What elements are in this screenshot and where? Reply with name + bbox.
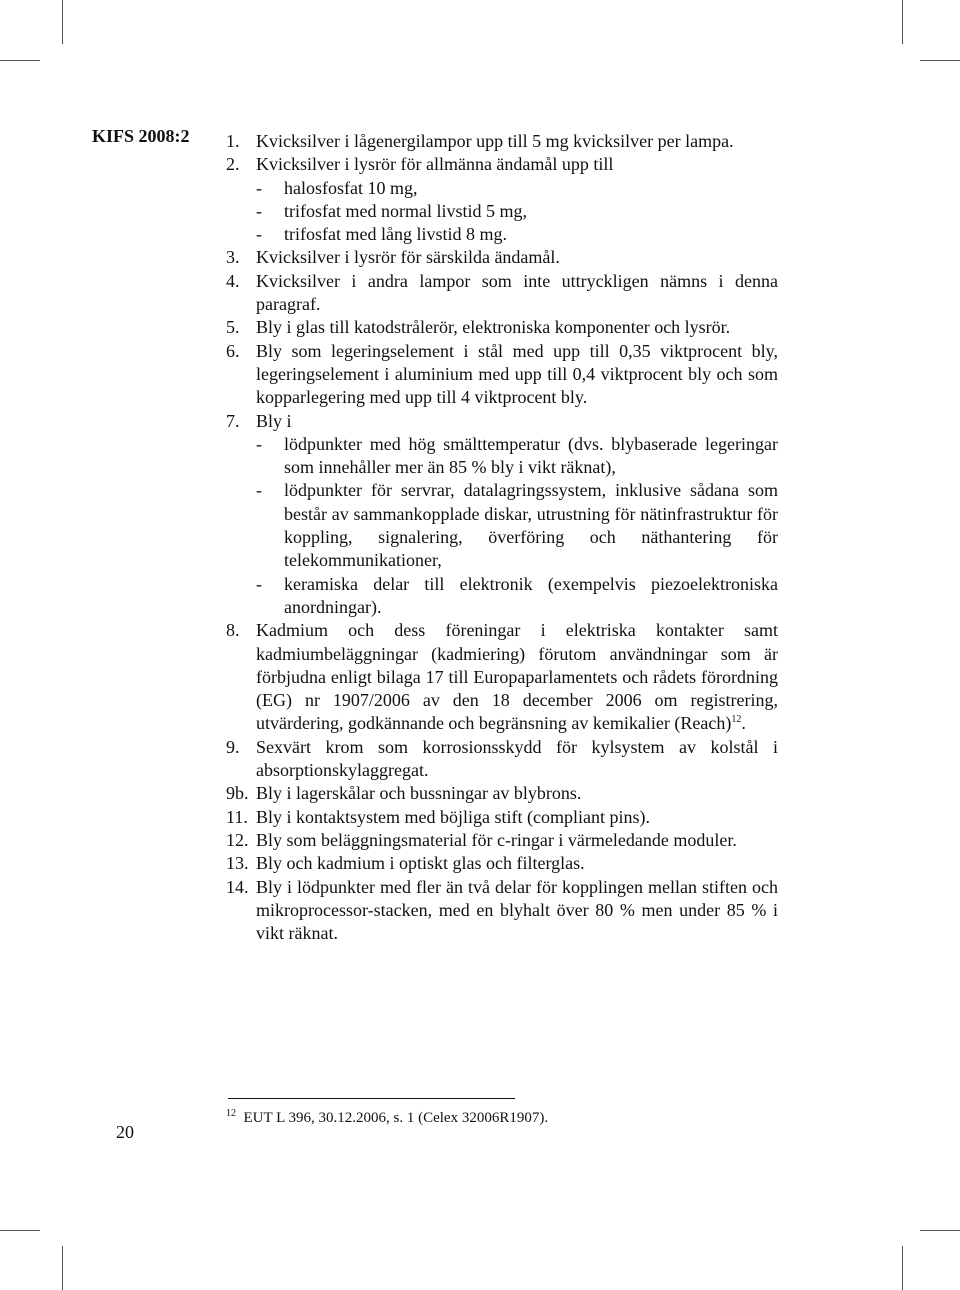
item-list [226, 130, 778, 945]
list-item: 9b. Bly i lagerskålar och bussningar av blybrons. [226, 783, 582, 804]
crop-mark [62, 0, 63, 44]
crop-mark [62, 1246, 63, 1290]
sub-item: - keramiska delar till elektronik (exempelvis piezoelektroniska anordningar). [256, 573, 778, 617]
sub-item: - lödpunkter för servrar, datalagringssystem, inklusive sådana som består av sammankopplade diskar, utrustning för nätinfrastruktur för koppling, signalering, överföring och näthantering för telekommunikationer, [256, 480, 778, 571]
list-item: 13. Bly och kadmium i optiskt glas och filterglas. [226, 853, 585, 874]
page-number: 20 [116, 1122, 134, 1142]
sub-item: - trifosfat med lång livstid 8 mg. [256, 224, 507, 245]
list-item: 5. Bly i glas till katodstrålerör, elektroniska komponenter och lysrör. [226, 317, 731, 338]
list-item: 7. Bly i - lödpunkter med hög smälttemperatur (dvs. blybaserade legeringar som innehåller mer än 85 % bly i vikt räknat), - lödpunkter för servrar, datalagringssystem, inklusive sådana som består av sammankopplade diskar, utrustning för nätinfrastruktur för koppling, signalering, överföring och näthantering för telekommunikationer, - keramiska delar till elektronik (exempelvis piezoelektroniska anordningar). [226, 410, 778, 620]
list-item: 4. Kvicksilver i andra lampor som inte uttryckligen nämns i denna paragraf. [226, 270, 778, 315]
sub-item: - lödpunkter med hög smälttemperatur (dvs. blybaserade legeringar som innehåller mer än 85 % bly i vikt räknat), [256, 433, 778, 478]
sub-item: - halosfosfat 10 mg, [256, 177, 418, 198]
sub-item: - trifosfat med normal livstid 5 mg, [256, 200, 527, 221]
list-item: 12. Bly som beläggningsmaterial för c-ringar i värmeledande moduler. [226, 829, 737, 850]
footnote: $^{12}$ EUT L 396, 30.12.2006, s. 1 (Celex 32006R1907). [226, 1108, 549, 1126]
list-item: 14. Bly i lödpunkter med fler än två delar för kopplingen mellan stiften och mikroprocessor-stacken, med en blyhalt över 80 % men under 85 % i vikt räknat. [226, 876, 778, 944]
document-code: KIFS 2008:2 [92, 126, 190, 146]
crop-mark [920, 60, 960, 61]
list-item: 6. Bly som legeringselement i stål med upp till 0,35 viktprocent bly, legeringselement i aluminium med upp till 0,4 viktprocent bly och som kopparlegering med upp till 4 viktprocent bly. [226, 340, 778, 408]
crop-mark [0, 1230, 40, 1231]
list-item: 8. Kadmium och dess föreningar i elektriska kontakter samt kadmiumbeläggningar (kadmiering) förutom användningar som är förbjudna enligt bilaga 17 till Europaparlamentets och rådets förordning (EG) nr 1907/2006 av den 18 december 2006 om registrering, utvärdering, godkännande och begränsning av kemikalier (Reach)$^{12}$. [226, 620, 778, 734]
list-item: 9. Sexvärt krom som korrosionsskydd för kylsystem av kolstål i absorptionskylaggregat. [226, 736, 778, 781]
list-item: 2. Kvicksilver i lysrör för allmänna ändamål upp till - halosfosfat 10 mg, - trifosfat med normal livstid 5 mg, - trifosfat med lång livstid 8 mg. [226, 153, 778, 246]
list-item: 1. Kvicksilver i lågenergilampor upp till 5 mg kvicksilver per lampa. [226, 131, 734, 151]
list-item: 11. Bly i kontaktsystem med böjliga stift (compliant pins). [226, 806, 650, 827]
list-item: 3. Kvicksilver i lysrör för särskilda ändamål. [226, 247, 560, 268]
footnote-ref: 12 [731, 714, 742, 726]
crop-mark [902, 1246, 903, 1290]
crop-mark [0, 60, 40, 61]
crop-mark [902, 0, 903, 44]
crop-mark [920, 1230, 960, 1231]
footnote-rule [228, 1098, 515, 1099]
